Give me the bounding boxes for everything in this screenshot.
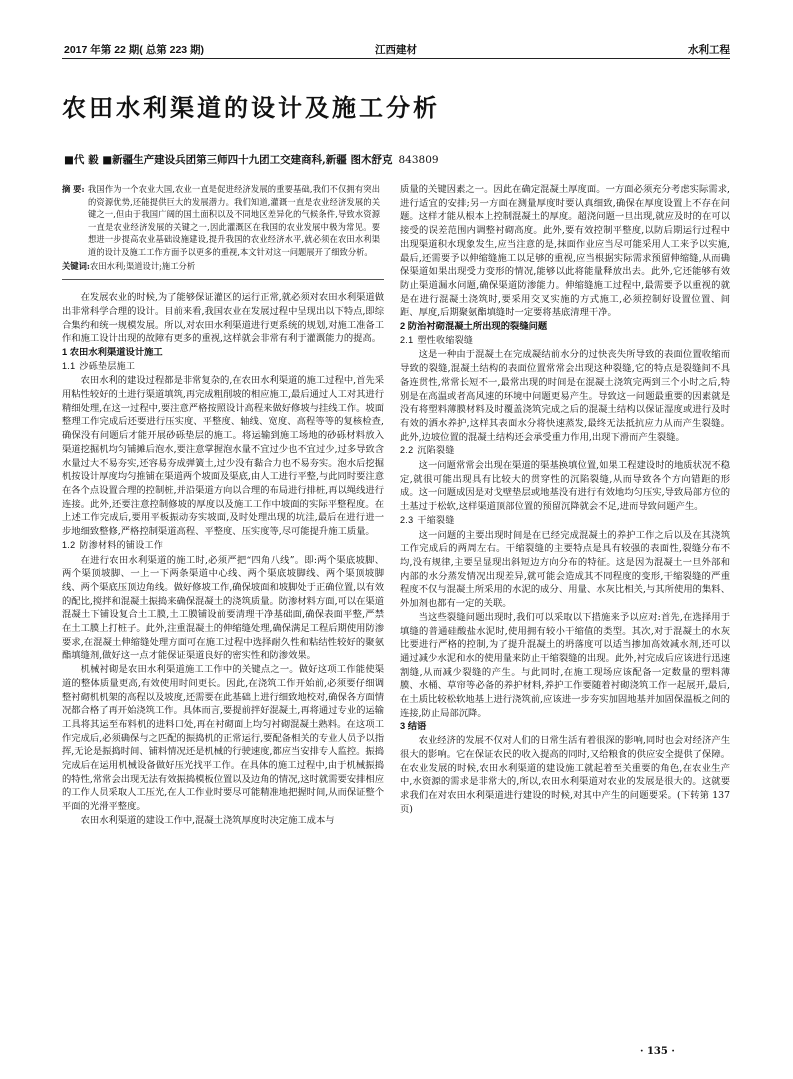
paragraph: 质量的关键因素之一。因此在确定混凝土厚度面。一方面必须充分考虑实际需求,进行适宜的安排;另一方面在测量厚度时要认真细致,确保在厚度设置上不存在问题。这样才能从根本上控制混凝土的厚度。超浇问题一旦出现,就应及时的在可以接受的误差范围内调整衬砌高度。此外,要有效控制平整度,以防后期运行过程中出现渠道积水现象发生,应当注意的是,抹面作业应当尽可能采用人工来予以实施,最后,还需要予以伸缩缝施工以足够的重视,应当根据实际需求预留伸缩缝,从而确保渠道如果出现受力变形的情况,能够以此将能量释放出去。此外,它还能够有效防止渠道漏水问题,确保渠道防渗能力。伸缩缝施工过程中,最需要予以重视的就是在进行混凝土浇筑时,要采用交叉实施的方式施工,必须控制好设置位置、间距、厚度,后期聚氨酯填缝时一定要将基底清理干净。 xyxy=(400,184,730,319)
paragraph: 这是一种由于混凝土在完成凝结前水分的过快丧失所导致的表面位置收缩而导致的裂缝,混凝土结构的表面位置常常会出现这种裂缝,它的特点是裂缝间不具备连贯性,常常长短不一,最常出现的时间是在混凝土浇筑完两到三个小时之后,特别是在高温或者高风速的环境中问题更易产生。导致这一问题最重要的因素就是没有将塑料薄膜材料及时覆盖浇筑完成之后的混凝土结构以保证湿度或进行及时有效的洒水养护,这样其表面水分将快速蒸发,最终无法抵抗应力从而产生裂缝。此外,边坡位置的混凝土结构还会承受重力作用,出现下滑而产生裂缝。 xyxy=(400,349,730,443)
abstract-text: 我国作为一个农业大国,农业一直是促进经济发展的重要基础,我们不仅拥有突出的资源优势,还能提供巨大的发展潜力。我们知道,灌溉一直是农业经济发展的关键之一,但由于我国广阔的国土面积以及不同地区差异化的气候条件,导致水资源一直是农业经济发展的关键之一,因此灌溉区在我国的农业发展中极为常见。要想进一步提高农业基础设施建设,提升我国的农业经济水平,就必须在农田水利渠道的设计及施工工作方面予以更多的重视,本文针对这一问题展开了细致分析。 xyxy=(88,184,380,257)
subsection-heading xyxy=(400,514,730,529)
subsection-title: 沙砾垫层施工 xyxy=(79,361,136,372)
header-rule xyxy=(62,58,730,59)
postcode: 843809 xyxy=(398,154,439,166)
subsection-number: 2.1 xyxy=(400,334,414,345)
subsection-number: 1.1 xyxy=(62,360,76,371)
journal-name: 江西建材 xyxy=(375,44,417,56)
paragraph: 在进行农田水利渠道的施工时,必须严把“四角八线”。即:两个渠底坡脚、两个渠顶坡脚、一上一下两条渠道中心线、两个渠底坡脚线、两个渠顶坡脚线、两个渠底压顶边角线。做好修坡工作,确保坡面和坡脚处于正确位置,以有效的配比,搅拌和混凝土振捣来确保混凝土的浇筑质量。防渗材料方面,可以在渠道混凝土下铺设复合土工膜,土工膜铺设前要清理干净基础面,确保表面平整,严禁在土工膜上打桩子。此外,注重混凝土的伸缩缝处理,确保满足工程后期使用防渗要求,在混凝土伸缩缝处理方面可在施工过程中选择耐久性和粘结性较好的聚氨酯填缝剂,做好这一点才能保证渠道良好的密实性和防渗效果。 xyxy=(62,554,385,662)
paragraph: 这一问题常常会出现在渠道的渠基换填位置,如果工程建设时的地质状况不稳定,就很可能出现具有比较大的贯穿性的沉陷裂缝,从而导致各个方向错距的形成。这一问题成因是对戈壁垫层或地基没有进行有效地均匀压实,导致局部方位的土基过于松软,这样渠道顶部位置的预留沉降就会不足,进而导致问题产生。 xyxy=(400,460,730,513)
subsection-heading xyxy=(400,444,730,459)
author-affiliation: ■代 毅 ■新疆生产建设兵团第三师四十九团工交建商科,新疆 图木舒克 xyxy=(64,154,393,166)
section-heading: 2 防治衬砌混凝土所出现的裂缝问题 xyxy=(400,321,548,332)
running-header xyxy=(62,40,730,58)
abstract xyxy=(62,183,380,259)
section-heading: 1 农田水利渠道设计施工 xyxy=(62,346,163,357)
section-heading: 3 结语 xyxy=(400,721,427,732)
issue-info: 2017 年第 22 期( 总第 223 期) xyxy=(64,44,205,56)
paragraph: 农业经济的发展不仅对人们的日常生活有着很深的影响,同时也会对经济产生很大的影响。它在保证农民的收入提高的同时,又给粮食的供应安全提供了保障。在农业发展的时候,农田水利渠道的建设施工就起着至关重要的角色,在农业生产中,水资源的需求是非常大的,所以,农田水利渠道对农业的发展是很大的。这就要求我们在对农田水利渠道进行建设的时候,对其中产生的问题要采。(下转第 137 页) xyxy=(400,735,730,815)
subsection-number: 1.2 xyxy=(62,539,76,550)
subsection-heading xyxy=(62,539,384,554)
subsection-title: 沉陷裂缝 xyxy=(417,446,455,457)
subsection-heading xyxy=(400,334,730,349)
abstract-label: 摘 要: xyxy=(62,184,85,194)
paragraph: 这一问题的主要出现时间是在已经完成混凝土的养护工作之后以及在其浇筑工作完成后的两周左右。干缩裂缝的主要特点是具有较强的表面性,裂缝分布不均,没有规律,主要呈显现出斜短边方向分布的特征。这是因为混凝土一旦外部和内部的水分蒸发情况出现差异,就可能会造成其不同程度的变形,干缩裂缝的严重程度不仅与混凝土所采用的水泥的成分、用量、水灰比相关,与其所使用的集料、外加剂也都有一定的关联。 xyxy=(400,529,730,610)
section-name: 水利工程 xyxy=(688,44,730,56)
subsection-number: 2.2 xyxy=(400,445,414,456)
subsection-number: 2.3 xyxy=(400,514,414,525)
keywords-label: 关键词: xyxy=(62,260,90,271)
right-column xyxy=(400,183,730,816)
subsection-title: 塑性收缩裂缝 xyxy=(417,335,474,346)
paragraph: 农田水利渠道的建设工作中,混凝土浇筑厚度时决定施工成本与 xyxy=(80,814,335,826)
paragraph: 农田水利的建设过程都是非常复杂的,在农田水利渠道的施工过程中,首先采用粘性较好的土进行渠道填筑,再完成粗削坡的相应施工,最后通过人工对其进行精细处理,在这一过程中,要注意严格按照设计高程来做好修坡与挂线工作。坡面整理工作完成后还要进行压实度、平整度、轴线、宽度、高程等等的复核检查,确保没有问题后才能开展砂砾垫层的施工。将运输到施工场地的砂砾材料放入渠道挖掘机均匀铺摊后泡水,要注意掌握泡水量不宜过少也不宜过少,过多导致含水量过大不易夯实,还容易夯成弹簧土,过少没有黏合力也不易夯实。泡水后挖掘机按设计厚度均匀推铺在渠道两个坡面及渠底,由人工进行平整,与此同时要注意在各个点设置合理的控制桩,并沿渠道方向以合理的布局进行排桩,再以绳线进行连接。此外,还要注意控制修坡的厚度以及施工工作中坡面的实际平整程度。在上述工作完成后,要用平板振动夯实坡面,及时处理出现的坑洼,最后在进行进一步地细致整修,严格控制渠道高程、平整度、压实度等,尽可能提升施工质量。 xyxy=(62,375,385,538)
paragraph: 在发展农业的时候,为了能够保证灌区的运行正常,就必须对农田水利渠道做出非常科学合理的设计。目前来看,我国农业在发展过程中呈现出以下特点,即综合集约和统一规模发展。所以,对农田水利渠道进行更系统的规划,对施工准备工作和施工设计出现的故障有更多的重视,这样就会非常有利于灌溉能力的提高。 xyxy=(62,292,385,345)
keywords xyxy=(62,260,384,273)
subsection-heading xyxy=(62,360,384,375)
abstract-rule xyxy=(62,279,384,280)
keywords-text: 农田水利;渠道设计;施工分析 xyxy=(89,260,196,271)
left-body xyxy=(62,291,384,827)
author-line xyxy=(64,152,439,167)
left-column xyxy=(62,183,384,828)
paragraph: 机械衬砌是农田水利渠道施工工作中的关键点之一。做好这项工作能使渠道的整体质量更高,有效使用时间更长。因此,在浇筑工作开始前,必须要仔细调整衬砌机机架的高程以及坡度,还需要在此基础上进行细致地校对,确保各方面情况都合格了再开始浇筑工作。具体而言,要提前拌好混凝土,再将通过专业的运输工具将其运至布料机的进料口处,再在衬砌面上均匀衬砌混凝土熟料。在这项工作完成后,必须确保与之匹配的振捣机的正常运行,要配备相关的专业人员予以指挥,无论是振捣时间、铺料情况还是机械的行驶速度,都应当安排专人监控。振捣完成后在运用机械设备做好压光找平工作。在具体的施工过程中,由于机械振捣的特性,常常会出现无法有效振捣模板位置以及边角的情况,这时就需要安排相应的工作人员采取人工压光,在人工作业时要尽可能精准地把握时间,从而保证整个平面的光滑平整度。 xyxy=(62,664,385,813)
article-title: 农田水利渠道的设计及施工分析 xyxy=(62,96,440,122)
subsection-title: 防渗材料的铺设工作 xyxy=(79,540,164,551)
subsection-title: 干缩裂缝 xyxy=(417,515,455,526)
paragraph: 当这些裂缝问题出现时,我们可以采取以下措施来予以应对:首先,在选择用于填缝的普通硅酸盐水泥时,使用拥有较小干缩值的类型。其次,对于混凝土的水灰比要进行严格的控制,为了提升混凝土的坍落度可以适当掺加高效减水剂,还可以通过减少水泥和水的使用量来防止干缩裂缝的出现。此外,衬完成后应该进行迅速割缝,从而减少裂缝的产生。与此同时,在施工现场应该配备一定数量的塑料薄膜、水桶、草帘等必备的养护材料,养护工作要随着衬砌浇筑工作一起展开,最后,在土质比较松软地基上进行浇筑前,应该进一步夯实加固地基并加固保温板之间的连接,防止局部沉降。 xyxy=(400,611,730,719)
page-number: · 135 · xyxy=(640,1046,675,1057)
right-body xyxy=(400,183,730,816)
